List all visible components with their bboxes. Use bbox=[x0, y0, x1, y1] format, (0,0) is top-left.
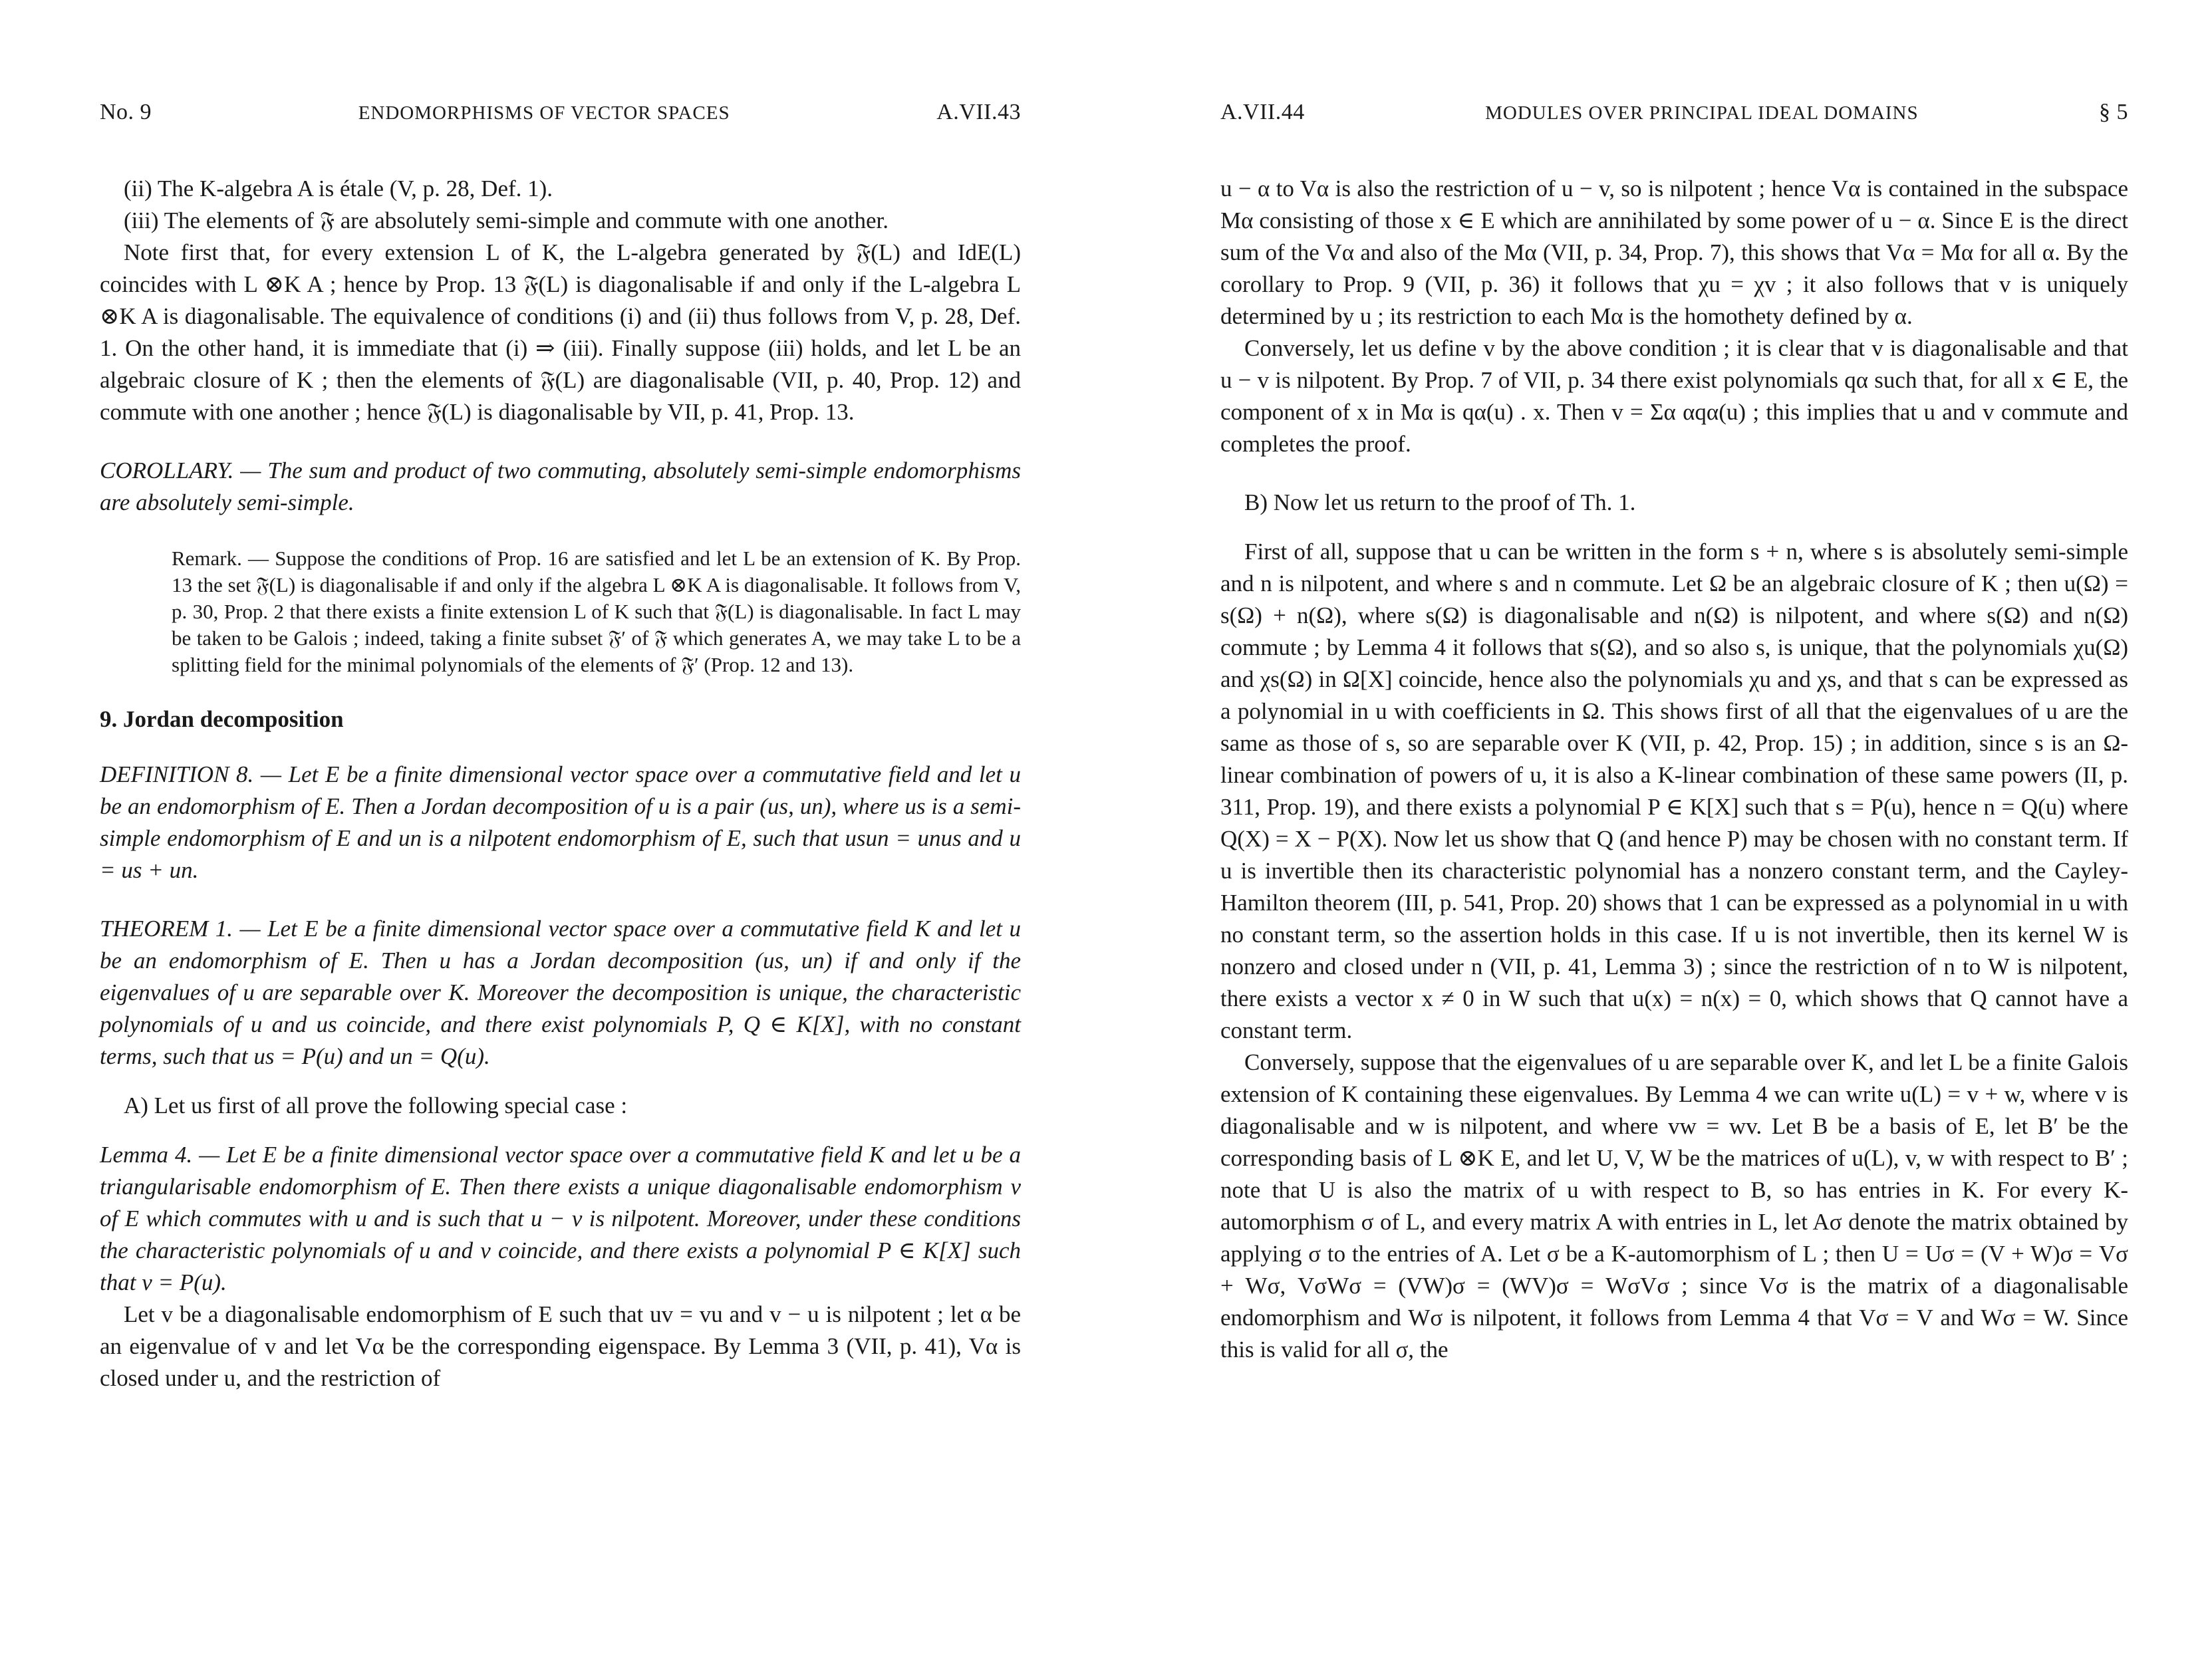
page-header bbox=[100, 100, 1021, 140]
uniqueness-proof: First of all, suppose that u can be written in the form s + n, where s is absolutely semi-simple and n is nilpotent, and where s and n commute. Let Ω be an algebraic closure of K ; then u(Ω) = s(Ω) + n(Ω), where s(Ω) is diagonalisable and n(Ω) is nilpotent, and where s(Ω) and n(Ω) commute ; by Lemma 4 it follows that s(Ω), and so also s, is unique, that the polynomials χu(Ω) and χs(Ω) in Ω[X] coincide, hence also the polynomials χu and χs, and that s can be expressed as a polynomial in u with coefficients in Ω. This shows first of all that the eigenvalues of u are the same as those of s, so are separable over K (VII, p. 42, Prop. 15) ; in addition, since s is an Ω-linear combination of powers of u, it is also a K-linear combination of these same powers (II, p. 311, Prop. 19), and there exists a polynomial P ∈ K[X] such that s = P(u), hence n = Q(u) where Q(X) = X − P(X). Now let us show that Q (and hence P) may be chosen with no constant term. If u is invertible then its characteristic polynomial has a nonzero constant term, and the Cayley-Hamilton theorem (III, p. 541, Prop. 20) shows that 1 can be expressed as a polynomial in u with no constant term, so the assertion holds in this case. If u is not invertible, then its kernel W is nonzero and closed under n (VII, p. 41, Lemma 3) ; since the restriction of n to W is nilpotent, there exists a vector x ≠ 0 in W such that u(x) = n(x) = 0, which shows that Q cannot have a constant term. bbox=[1220, 539, 2128, 1043]
proof-paragraph: Note first that, for every extension L of K, the L-algebra generated by 𝔉(L) and IdE(L) coincides with L ⊗K A ; hence by Prop. 13 𝔉(L) is diagonalisable if and only if the L-algebra L ⊗K A is diagonalisable. The equivalence of conditions (i) and (ii) thus follows from V, p. 28, Def. 1. On the other hand, it is immediate that (i) ⇒ (iii). Finally suppose (iii) holds, and let L be an algebraic closure of K ; then the elements of 𝔉(L) are diagonalisable (VII, p. 40, Prop. 12) and commute with one another ; hence 𝔉(L) is diagonalisable by VII, p. 41, Prop. 13. bbox=[100, 239, 1021, 425]
right-page bbox=[1220, 100, 2128, 1649]
running-title: MODULES OVER PRINCIPAL IDEAL DOMAINS bbox=[1485, 102, 1919, 124]
page-body bbox=[100, 173, 1021, 1394]
corollary: COROLLARY. — The sum and product of two commuting, absolutely semi-simple endomorphisms are absolutely semi-simple. bbox=[100, 457, 1021, 515]
condition-ii: (ii) The K-algebra A is étale (V, p. 28, Def. 1). bbox=[124, 176, 553, 201]
lemma-proof-continued: u − α to Vα is also the restriction of u − v, so is nilpotent ; hence Vα is contained in the subspace Mα consisting of those x ∈ E which are annihilated by some power of u − α. Since E is the direct sum of the Vα and also of the Mα (VII, p. 34, Prop. 7), this shows that Vα = Mα for all α. By the corollary to Prop. 9 (VII, p. 36) it follows that χu = χv ; it also follows that v is uniquely determined by u ; its restriction to each Mα is the homothety defined by α. bbox=[1220, 176, 2128, 329]
left-page bbox=[100, 100, 1021, 1649]
page-number: A.VII.44 bbox=[1220, 100, 1305, 124]
part-b-intro: B) Now let us return to the proof of Th. 1. bbox=[1244, 489, 1636, 515]
section-number: § 5 bbox=[2099, 100, 2128, 124]
condition-iii: (iii) The elements of 𝔉 are absolutely semi-simple and commute with one another. bbox=[124, 207, 889, 233]
theorem-1: THEOREM 1. — Let E be a finite dimensional vector space over a commutative field K and let u be an endomorphism of E. Then u has a Jordan decomposition (us, un) if and only if the eigenvalues of u are separable over K. Moreover the decomposition is unique, the characteristic polynomials of u and us coincide, and there exist polynomials P, Q ∈ K[X], with no constant terms, such that us = P(u) and un = Q(u). bbox=[100, 916, 1021, 1069]
definition-8: DEFINITION 8. — Let E be a finite dimensional vector space over a commutative field and let u be an endomorphism of E. Then a Jordan decomposition of u is a pair (us, un), where us is a semi-simple endomorphism of E and un is a nilpotent endomorphism of E, such that usun = unus and u = us + un. bbox=[100, 761, 1021, 883]
section-number: No. 9 bbox=[100, 100, 152, 124]
page-header bbox=[1220, 100, 2128, 140]
special-case-intro: A) Let us first of all prove the following special case : bbox=[124, 1093, 628, 1118]
lemma-4: Lemma 4. — Let E be a finite dimensional vector space over a commutative field K and let u be a triangularisable endomorphism of E. Then there exists a unique diagonalisable endomorphism v of E which commutes with u and is such that u − v is nilpotent. Moreover, under these conditions the characteristic polynomials of u and v coincide, and there exists a polynomial P ∈ K[X] such that v = P(u). bbox=[100, 1142, 1021, 1295]
page-body bbox=[1220, 173, 2128, 1366]
section-heading: 9. Jordan decomposition bbox=[100, 706, 344, 732]
converse-paragraph: Conversely, let us define v by the above condition ; it is clear that v is diagonalisable and that u − v is nilpotent. By Prop. 7 of VII, p. 34 there exist polynomials qα such that, for all x ∈ E, the component of x in Mα is qα(u) . x. Then v = Σα αqα(u) ; this implies that u and v commute and completes the proof. bbox=[1220, 335, 2128, 457]
existence-proof: Conversely, suppose that the eigenvalues of u are separable over K, and let L be a finite Galois extension of K containing these eigenvalues. By Lemma 4 we can write u(L) = v + w, where v is diagonalisable and w is nilpotent, and where vw = wv. Let B be a basis of E, let B′ be the corresponding basis of L ⊗K E, and let U, V, W be the matrices of u(L), v, w with respect to B′ ; note that U is also the matrix of u with respect to B, so has entries in K. For every K-automorphism σ of L, and every matrix A with entries in L, let Aσ denote the matrix obtained by applying σ to the entries of A. Let σ be a K-automorphism of L ; then U = Uσ = (V + W)σ = Vσ + Wσ, VσWσ = (VW)σ = (WV)σ = WσVσ ; since Vσ is the matrix of a diagonalisable endomorphism and Wσ is nilpotent, it follows from Lemma 4 that Vσ = V and Wσ = W. Since this is valid for all σ, the bbox=[1220, 1049, 2128, 1362]
lemma-proof-start: Let v be a diagonalisable endomorphism of E such that uv = vu and v − u is nilpotent ; let α be an eigenvalue of v and let Vα be the corresponding eigenspace. By Lemma 3 (VII, p. 41), Vα is closed under u, and the restriction of bbox=[100, 1301, 1021, 1391]
page-number: A.VII.43 bbox=[936, 100, 1021, 124]
running-title: ENDOMORPHISMS OF VECTOR SPACES bbox=[358, 102, 730, 124]
remark: Remark. — Suppose the conditions of Prop. 16 are satisfied and let L be an extension of K. By Prop. 13 the set 𝔉(L) is diagonalisable if and only if the algebra L ⊗K A is diagonalisable. It follows from V, p. 30, Prop. 2 that there exists a finite extension L of K such that 𝔉(L) is diagonalisable. In fact L may be taken to be Galois ; indeed, taking a finite subset 𝔉′ of 𝔉 which generates A, we may take L to be a splitting field for the minimal polynomials of the elements of 𝔉′ (Prop. 12 and 13). bbox=[172, 547, 1021, 676]
